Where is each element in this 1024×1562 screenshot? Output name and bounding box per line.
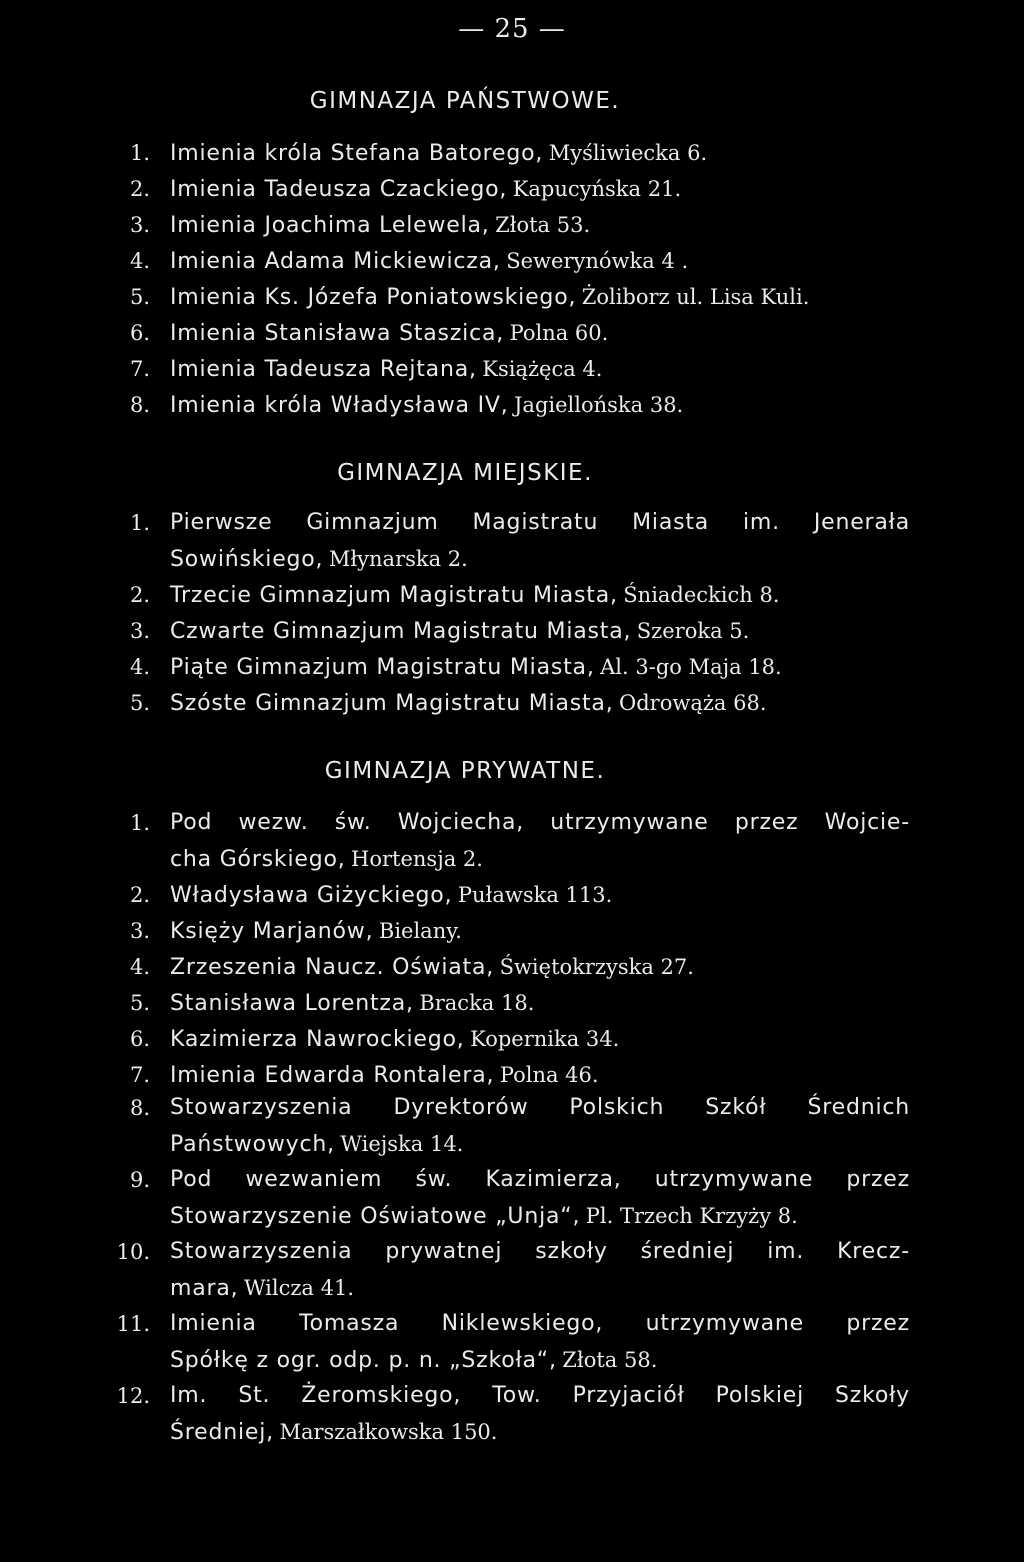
school-address: Sewerynówka 4 . [506,249,689,273]
item-number: 11. [116,1312,150,1336]
school-address: Marszałkowska 150. [279,1420,498,1444]
school-name: Imienia króla Władysława IV, [170,393,509,418]
item-number: 6. [129,1027,150,1051]
list-item-continuation [170,1198,798,1235]
school-name: Imienia Tadeusza Czackiego, [170,177,508,202]
item-number: 7. [129,1063,150,1087]
list-item-continuation [170,1126,463,1163]
school-name-line2: cha Górskiego, [170,847,346,872]
item-number: 8. [129,1096,150,1120]
school-name: Władysława Giżyckiego, [170,883,453,908]
item-number: 3. [129,919,150,943]
school-name: Trzecie Gimnazjum Magistratu Miasta, [170,583,618,608]
school-address: Bracka 18. [419,991,535,1015]
school-address: Świętokrzyska 27. [499,955,694,979]
list-item-continuation [170,1414,497,1451]
item-number: 5. [129,991,150,1015]
school-name-line1: Pod wezwaniem św. Kazimierza, utrzymywane przez [170,1167,910,1192]
page-number: — 25 — [458,14,566,44]
item-number: 5. [129,691,150,715]
school-name-line1: Pierwsze Gimnazjum Magistratu Miasta im. Jenerała [170,510,910,535]
list-item-continuation [170,1342,657,1379]
school-address: Kopernika 34. [470,1027,620,1051]
school-name-line1: Stowarzyszenia prywatnej szkoły średniej im. Krecz- [170,1239,910,1264]
school-name: Czwarte Gimnazjum Magistratu Miasta, [170,619,632,644]
school-address: Młynarska 2. [328,547,468,571]
school-address: Bielany. [378,919,462,943]
school-name-line1: Stowarzyszenia Dyrektorów Polskich Szkół Średnich [170,1095,910,1120]
school-address: Wilcza 41. [243,1276,355,1300]
item-number: 4. [129,249,150,273]
school-name: Zrzeszenia Naucz. Oświata, [170,955,495,980]
school-address: Pl. Trzech Krzyży 8. [585,1204,798,1228]
school-name-line2: Spółkę z ogr. odp. p. n. „Szkoła“, [170,1348,557,1373]
school-name: Piąte Gimnazjum Magistratu Miasta, [170,655,595,680]
item-number: 3. [129,213,150,237]
school-name: Kazimierza Nawrockiego, [170,1027,465,1052]
school-name-line2: Stowarzyszenie Oświatowe „Unja“, [170,1204,581,1229]
item-number: 1. [129,511,150,535]
school-address: Polna 46. [499,1063,599,1087]
school-name-line2: Państwowych, [170,1132,335,1157]
item-number: 2. [129,583,150,607]
school-name-line2: Sowińskiego, [170,547,324,572]
school-name: Imienia Adama Mickiewicza, [170,249,501,274]
list-item-continuation [170,841,483,878]
item-number: 5. [129,285,150,309]
item-number: 9. [129,1168,150,1192]
school-address: Odrowąża 68. [619,691,767,715]
list-item-continuation [170,541,468,578]
school-name-line1: Imienia Tomasza Niklewskiego, utrzymywane przez [170,1311,910,1336]
item-number: 12. [116,1384,150,1408]
item-number: 6. [129,321,150,345]
school-name: Imienia Edwarda Rontalera, [170,1063,495,1088]
school-address: Szeroka 5. [636,619,750,643]
list-item-continuation [170,1270,354,1307]
item-number: 10. [116,1240,150,1264]
school-address: Kapucyńska 21. [512,177,682,201]
school-name: Imienia Stanisława Staszica, [170,321,505,346]
school-name: Księży Marjanów, [170,919,374,944]
item-number: 2. [129,883,150,907]
school-address: Żoliborz ul. Lisa Kuli. [581,285,810,309]
school-address: Złota 53. [495,213,591,237]
school-address: Jagiellońska 38. [514,393,684,417]
school-name-line1: Im. St. Żeromskiego, Tow. Przyjaciół Polskiej Szkoły [170,1383,910,1408]
school-name: Imienia króla Stefana Batorego, [170,141,544,166]
item-number: 1. [129,811,150,835]
school-name: Imienia Joachima Lelewela, [170,213,490,238]
school-address: Myśliwiecka 6. [548,141,708,165]
school-address: Książęca 4. [482,357,603,381]
section-heading-prywatne: GIMNAZJA PRYWATNE. [324,758,606,784]
item-number: 7. [129,357,150,381]
school-name: Imienia Tadeusza Rejtana, [170,357,477,382]
item-number: 4. [129,955,150,979]
section-heading-panstwowe: GIMNAZJA PAŃSTWOWE. [309,88,621,114]
school-address: Polna 60. [509,321,609,345]
school-address: Puławska 113. [457,883,613,907]
item-number: 4. [129,655,150,679]
school-name: Stanisława Lorentza, [170,991,414,1016]
item-number: 3. [129,619,150,643]
item-number: 8. [129,393,150,417]
school-name-line2: Średniej, [170,1420,274,1445]
school-name-line2: mara, [170,1276,239,1301]
school-address: Wiejska 14. [340,1132,464,1156]
section-heading-miejskie: GIMNAZJA MIEJSKIE. [337,460,593,486]
school-name-line1: Pod wezw. św. Wojciecha, utrzymywane przez Wojcie- [170,810,910,835]
school-address: Złota 58. [562,1348,658,1372]
item-number: 2. [129,177,150,201]
school-name: Imienia Ks. Józefa Poniatowskiego, [170,285,577,310]
school-address: Hortensja 2. [351,847,483,871]
school-address: Śniadeckich 8. [623,583,780,607]
item-number: 1. [129,141,150,165]
school-address: Al. 3-go Maja 18. [600,655,782,679]
school-name: Szóste Gimnazjum Magistratu Miasta, [170,691,614,716]
